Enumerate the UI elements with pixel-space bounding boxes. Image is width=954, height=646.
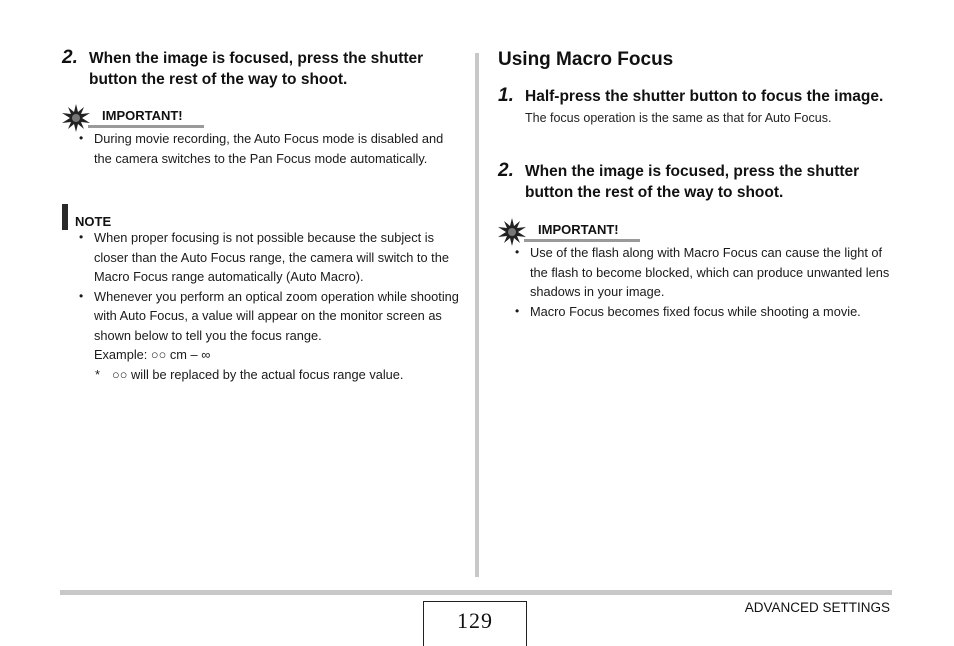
step-text: When the image is focused, press the shutter button the rest of the way to shoot.	[525, 163, 860, 201]
important-heading-left	[62, 106, 262, 128]
step-number: 1.	[498, 85, 514, 106]
note-content	[62, 228, 462, 384]
footer-section-label: ADVANCED SETTINGS	[744, 600, 890, 615]
note-footnote	[62, 365, 462, 385]
page-number-box	[423, 601, 527, 646]
footer-rule	[60, 590, 892, 595]
note-heading	[62, 204, 162, 230]
page-number: 129	[457, 608, 493, 633]
footnote-marker: *	[95, 366, 100, 382]
step-number: 2.	[62, 47, 78, 68]
step-text: When the image is focused, press the shutter button the rest of the way to shoot.	[89, 50, 424, 88]
step-2-right	[498, 161, 888, 203]
important-list-left	[62, 129, 457, 168]
column-divider	[475, 53, 479, 577]
important-label: IMPORTANT!	[538, 222, 619, 237]
important-list-right	[498, 243, 893, 321]
step-subtext: The focus operation is the same as that for Auto Focus.	[525, 111, 832, 125]
note-label: NOTE	[75, 214, 112, 229]
note-bar	[62, 204, 68, 230]
important-rule	[88, 125, 204, 128]
step-number: 2.	[498, 160, 514, 181]
list-item: • Whenever you perform an optical zoom operation while shooting with Auto Focus, a value will appear on the monitor screen as shown below to tell you the focus range.	[62, 287, 462, 346]
step-1-right	[498, 86, 888, 127]
step-2-left	[62, 48, 462, 90]
list-item: • When proper focusing is not possible because the subject is closer than the Auto Focus range, the camera will switch to the Macro Focus range automatically (Auto Macro).	[62, 228, 462, 287]
step-text: Half-press the shutter button to focus the image.	[525, 88, 884, 105]
footnote-text: ○○ will be replaced by the actual focus range value.	[112, 366, 404, 382]
important-label: IMPORTANT!	[102, 108, 183, 123]
note-example: Example: ○○ cm – ∞	[94, 347, 211, 362]
important-heading-right	[498, 220, 698, 242]
list-item: • Macro Focus becomes fixed focus while shooting a movie.	[498, 302, 893, 322]
starburst-icon	[62, 104, 90, 132]
section-title: Using Macro Focus	[498, 49, 674, 70]
starburst-icon	[498, 218, 526, 246]
note-list	[62, 228, 462, 345]
list-item: • During movie recording, the Auto Focus mode is disabled and the camera switches to the Pan Focus mode automatically.	[62, 129, 457, 168]
important-rule	[524, 239, 640, 242]
list-item: • Use of the flash along with Macro Focus can cause the light of the flash to become blocked, which can produce unwanted lens shadows in your image.	[498, 243, 893, 302]
